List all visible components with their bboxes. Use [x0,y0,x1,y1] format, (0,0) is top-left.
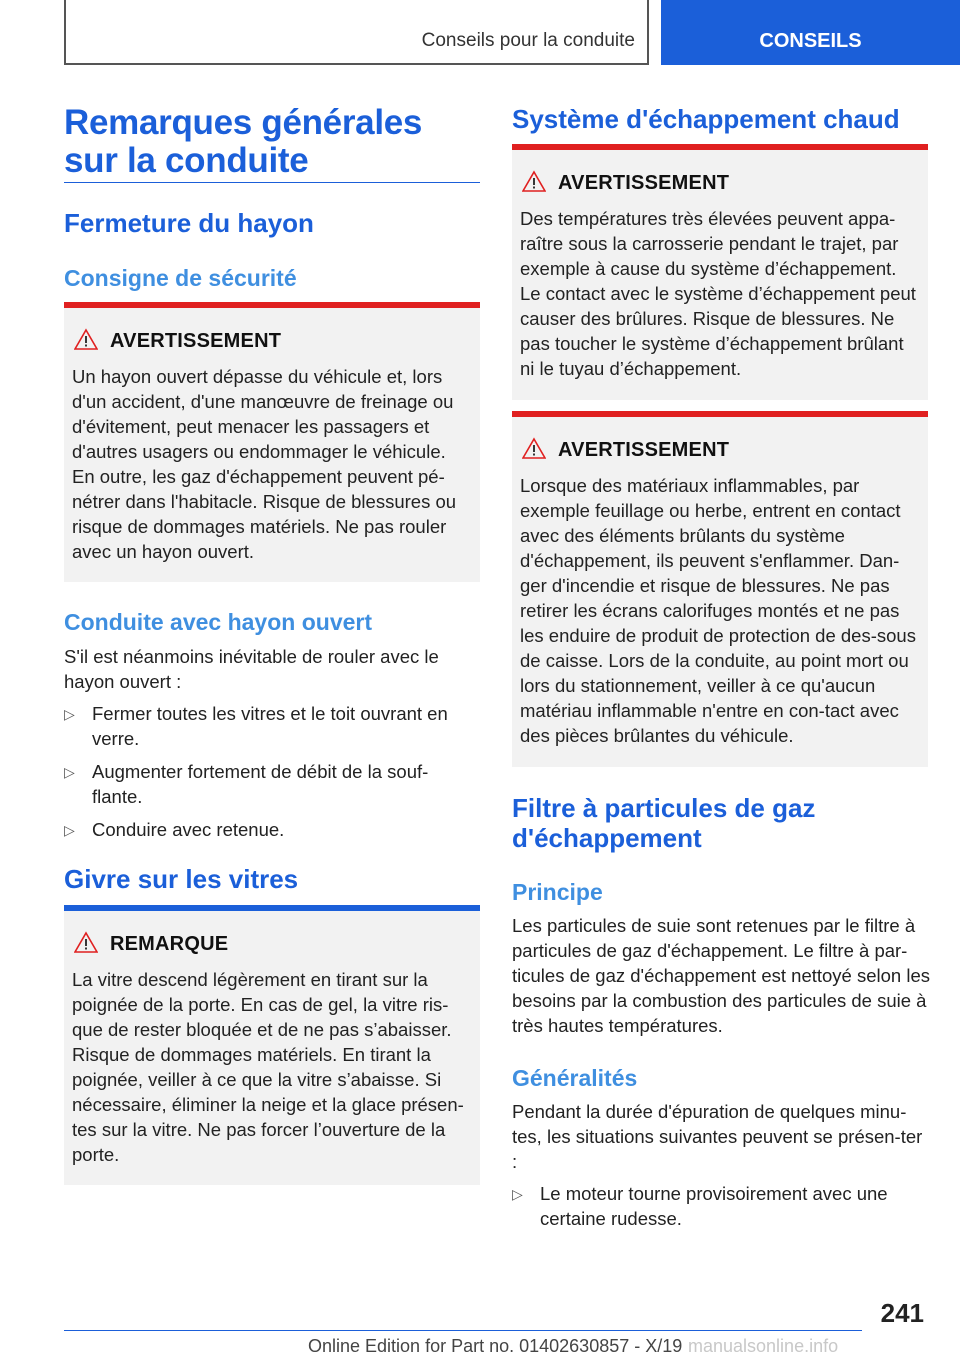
footer-edition: Online Edition for Part no. 01402630857 - X/19 [308,1336,683,1356]
list-item-text: Fermer toutes les vitres et le toit ouvrant en verre. [92,703,448,749]
heading-systeme-echappement: Système d'échappement chaud [512,104,900,134]
page-title: Remarques générales sur la conduite [64,103,423,180]
heading-filtre-particules: Filtre à particules de gaz d'échappement [512,793,816,853]
list-item [64,817,474,842]
warning-triangle-icon [74,931,98,953]
note-box-givre [64,905,480,1185]
warning-box-echappement-1 [512,144,928,400]
bullet-list-hayon [64,701,474,850]
title-divider [64,182,480,183]
list-item [64,759,474,809]
triangle-bullet-icon: ▷ [64,822,75,838]
warning-label: AVERTISSEMENT [558,172,730,194]
heading-principe: Principe [512,879,603,905]
header-section-box [64,0,649,65]
header-chapter-label: CONSEILS [759,30,862,52]
footer-watermark: manualsonline.info [688,1336,839,1356]
warning-text: Des températures très élevées peuvent appa‐raître sous la carrosserie pendant le trajet, par exemple à cause du système d’échappement. Le contact avec le système d’échappement peut causer des brûlures. Risque de blessures. Ne pas toucher le système d’échappement brûlant ni le tuyau d’échappement. [520,208,916,379]
heading-givre-vitres: Givre sur les vitres [64,864,299,894]
warning-bar [512,411,928,417]
warning-label: AVERTISSEMENT [558,439,730,461]
list-item [512,1181,922,1231]
triangle-bullet-icon: ▷ [512,1186,523,1202]
warning-text: Un hayon ouvert dépasse du véhicule et, lors d'un accident, d'une manœuvre de freinage ou d'évitement, peut menacer les passagers et d'autres usagers ou endommager le véhicule. En outre, les gaz d'échappement peuvent pé‐nétrer dans l'habitacle. Risque de blessures ou risque de dommages matériels. Ne pas rouler avec un hayon ouvert. [72,366,457,562]
note-label: REMARQUE [110,933,229,955]
heading-conduite-hayon-ouvert: Conduite avec hayon ouvert [64,609,373,635]
header-chapter-tab[interactable] [661,0,960,65]
warning-triangle-icon [522,170,546,192]
warning-bar [512,144,928,150]
warning-triangle-icon [74,328,98,350]
warning-text: Lorsque des matériaux inflammables, par exemple feuillage ou herbe, entrent en contact avec des éléments brûlants du système d'échappement, ils peuvent s'enflammer. Dan‐ger d'incendie et risque de blessures. Ne pas retirer les écrans calorifuges montés et ne pas les enduire de produit de protection de des‐sous de caisse. Lors de la conduite, au point mort ou lors du stationnement, veiller à ce qu'aucun matériau inflammable n'entre en con‐tact avec des pièces brûlantes du véhicule. [520,475,916,746]
note-bar [64,905,480,911]
note-text: La vitre descend légèrement en tirant sur la poignée de la porte. En cas de gel, la vitre ris‐que de rester bloquée et de ne pas s’abaisser. Risque de dommages matériels. En tirant la poignée, veiller à ce que la vitre s’abaisse. Si nécessaire, éliminer la neige et la glace présen‐tes sur la vitre. Ne pas forcer l’ouverture de la porte. [72,969,464,1165]
heading-fermeture-hayon: Fermeture du hayon [64,208,314,238]
heading-consigne-securite: Consigne de sécurité [64,265,297,291]
list-item-text: Augmenter fortement de débit de la souf‐flante. [92,761,429,807]
warning-box-echappement-2 [512,411,928,767]
bullet-list-generalites [512,1181,922,1239]
intro-paragraph: S'il est néanmoins inévitable de rouler avec le hayon ouvert : [64,646,439,692]
warning-triangle-icon [522,437,546,459]
list-item-text: Le moteur tourne provisoirement avec une certaine rudesse. [540,1183,888,1229]
list-item [64,701,474,751]
triangle-bullet-icon: ▷ [64,706,75,722]
warning-box-hayon [64,302,480,582]
header-section-title: Conseils pour la conduite [421,30,635,51]
principe-paragraph: Les particules de suie sont retenues par le filtre à particules de gaz d'échappement. Le filtre à par‐ticules de gaz d'échappement est nettoyé selon les besoins par la combustion des particules de suie à très hautes températures. [512,915,930,1036]
warning-bar [64,302,480,308]
footer-divider [64,1330,862,1331]
generalites-paragraph: Pendant la durée d'épuration de quelques minu‐tes, les situations suivantes peuvent se présen‐ter : [512,1101,923,1172]
warning-label: AVERTISSEMENT [110,330,282,352]
page-number: 241 [880,1298,924,1328]
triangle-bullet-icon: ▷ [64,764,75,780]
list-item-text: Conduire avec retenue. [92,819,285,840]
heading-generalites: Généralités [512,1065,638,1091]
